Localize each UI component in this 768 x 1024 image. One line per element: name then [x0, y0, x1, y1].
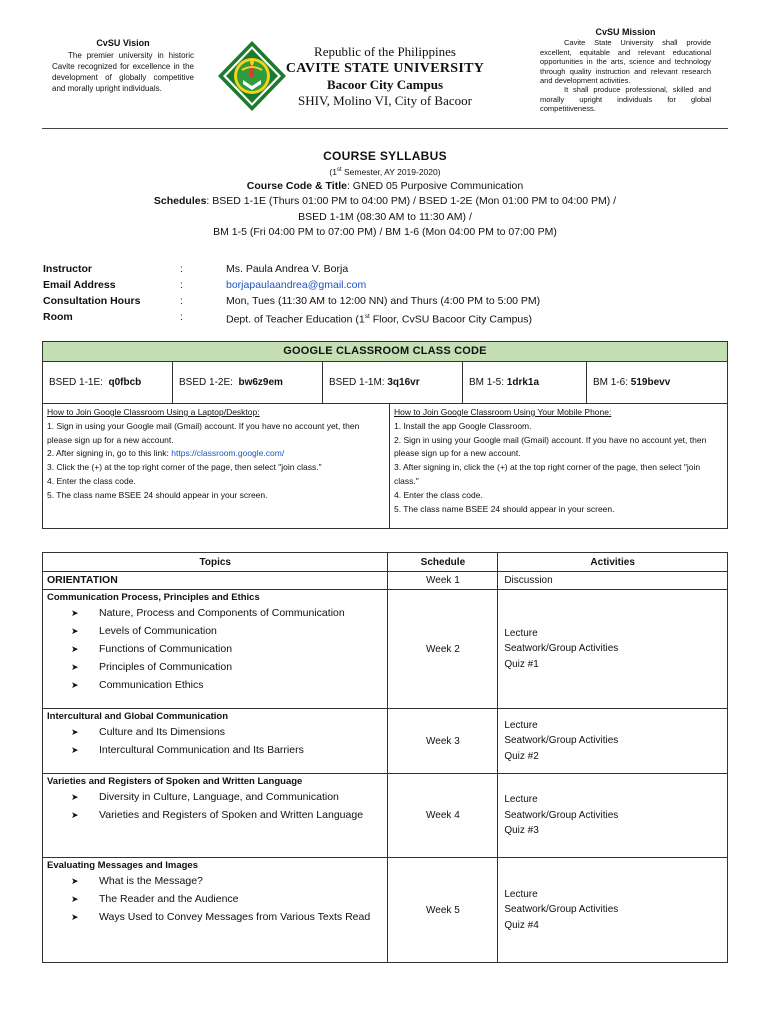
topic-cell: [43, 590, 388, 709]
laptop-step-2-text: 2. After signing in, go to this link:: [47, 448, 172, 459]
activity-item: Quiz #3: [504, 825, 539, 837]
orientation-topic: [43, 572, 388, 590]
arrowhead-bullet-icon: ➤: [71, 894, 79, 904]
list-item: [55, 723, 387, 741]
arrowhead-bullet-icon: ➤: [71, 626, 79, 636]
orientation-label: ORIENTATION: [47, 574, 118, 586]
activity-item: Quiz #2: [504, 750, 539, 762]
topic-item: Intercultural Communication and Its Barriers: [99, 744, 304, 756]
mobile-step-1: 1. Install the app Google Classroom.: [394, 420, 532, 431]
list-item: [55, 640, 387, 658]
info-colon: :: [180, 295, 183, 307]
activities-cell: [498, 709, 728, 774]
list-item: [55, 908, 387, 926]
arrowhead-bullet-icon: ➤: [71, 662, 79, 672]
arrowhead-bullet-icon: ➤: [71, 810, 79, 820]
arrowhead-bullet-icon: ➤: [71, 745, 79, 755]
schedules-line-1: [42, 194, 728, 210]
orientation-schedule: Week 1: [388, 572, 498, 590]
column-header-topics: Topics: [43, 553, 388, 572]
vision-block: [52, 38, 194, 94]
header-divider: [42, 128, 728, 129]
topic-item: Culture and Its Dimensions: [99, 726, 226, 738]
course-value: : GNED 05 Purposive Communication: [346, 179, 524, 192]
classroom-header: GOOGLE CLASSROOM CLASS CODE: [43, 342, 727, 362]
room-value: [226, 309, 532, 325]
campus-address: SHIV, Molino VI, City of Bacoor: [298, 93, 472, 108]
syllabus-title-block: [42, 148, 728, 241]
arrowhead-bullet-icon: ➤: [71, 792, 79, 802]
class-code-cell: [43, 362, 173, 403]
code-value: 3q16vr: [387, 377, 420, 388]
schedule-cell: Week 2: [388, 590, 498, 709]
activities-cell: [498, 858, 728, 963]
table-header-row: [43, 553, 728, 572]
info-row-email: [43, 277, 540, 293]
laptop-step-1: 1. Sign in using your Google mail (Gmail) account. If you have no account yet, then please sign up for a new account.: [47, 420, 360, 445]
topic-item: Ways Used to Convey Messages from Various Texts Read: [99, 911, 371, 923]
room-pre: Dept. of Teacher Education (1: [226, 313, 365, 326]
room-post: Floor, CvSU Bacoor City Campus): [369, 313, 533, 326]
arrowhead-bullet-icon: ➤: [71, 912, 79, 922]
info-row-room: [43, 309, 540, 325]
topic-title: Intercultural and Global Communication: [47, 711, 229, 722]
topic-title: Communication Process, Principles and Ethics: [47, 592, 260, 603]
info-row-consultation: [43, 293, 540, 309]
table-row-orientation: [43, 572, 728, 590]
university-heading: [283, 44, 487, 109]
activity-item: Seatwork/Group Activities: [504, 735, 619, 747]
code-section: BM 1-5:: [469, 377, 505, 388]
topic-item: What is the Message?: [99, 875, 203, 887]
class-code-cell: [463, 362, 587, 403]
schedules-label: Schedules: [153, 195, 207, 208]
code-section: BSED 1-1M:: [329, 377, 385, 388]
arrowhead-bullet-icon: ➤: [71, 608, 79, 618]
list-item: [55, 872, 387, 890]
info-row-instructor: [43, 261, 540, 277]
topic-cell: [43, 709, 388, 774]
schedule-cell: Week 3: [388, 709, 498, 774]
code-section: BM 1-6:: [593, 377, 629, 388]
mobile-instructions-title: How to Join Google Classroom Using Your Mobile Phone:: [394, 407, 612, 417]
arrowhead-bullet-icon: ➤: [71, 680, 79, 690]
code-section: BSED 1-1E:: [49, 377, 103, 388]
schedules-line-2: BSED 1-1M (08:30 AM to 11:30 AM) /: [298, 210, 472, 223]
course-line: [42, 179, 728, 195]
activity-item: Seatwork/Group Activities: [504, 643, 619, 655]
info-label: Room: [43, 311, 73, 323]
topic-item: Principles of Communication: [99, 661, 233, 673]
laptop-step-4: 4. Enter the class code.: [47, 475, 136, 486]
topic-title: Varieties and Registers of Spoken and Written Language: [47, 776, 303, 787]
vision-title: CvSU Vision: [96, 38, 150, 48]
cvsu-seal-logo: [217, 40, 287, 112]
list-item: [55, 676, 387, 694]
list-item: [55, 741, 387, 759]
course-label: Course Code & Title: [246, 179, 347, 192]
classroom-code-box: [42, 341, 728, 529]
info-colon: :: [180, 279, 183, 291]
table-row: [43, 590, 728, 709]
list-item: [55, 788, 387, 806]
republic-line: Republic of the Philippines: [314, 44, 456, 59]
list-item: [55, 806, 387, 824]
topic-item: Levels of Communication: [99, 625, 217, 637]
mission-block: [540, 28, 711, 114]
topic-item: Diversity in Culture, Language, and Communication: [99, 791, 339, 803]
laptop-instructions: [43, 404, 389, 528]
activity-item: Lecture: [504, 719, 538, 731]
class-code-cell: [323, 362, 463, 403]
code-value: bw6z9em: [238, 377, 283, 388]
semester-line: [42, 164, 728, 179]
code-value: q0fbcb: [108, 377, 142, 388]
topic-list: [55, 604, 387, 694]
arrowhead-bullet-icon: ➤: [71, 644, 79, 654]
topic-cell: [43, 858, 388, 963]
topic-item: Varieties and Registers of Spoken and Written Language: [99, 809, 364, 821]
activities-cell: [498, 774, 728, 858]
email-link[interactable]: borjapaulaandrea@gmail.com: [226, 279, 367, 291]
table-row: [43, 858, 728, 963]
join-instructions: [43, 404, 727, 528]
topic-list: [55, 788, 387, 824]
table-row: [43, 774, 728, 858]
mobile-step-2: 2. Sign in using your Google mail (Gmail) account. If you have no account yet, then please sign up for a new account.: [394, 434, 707, 459]
column-header-activities: Activities: [498, 553, 728, 572]
arrowhead-bullet-icon: ➤: [71, 727, 79, 737]
mobile-step-5: 5. The class name BSEE 24 should appear in your screen.: [394, 503, 615, 514]
activity-item: Lecture: [504, 888, 538, 900]
mobile-step-4: 4. Enter the class code.: [394, 489, 483, 500]
mobile-step-3: 3. After signing in, click the (+) at the top right corner of the page, then select "join class.": [394, 462, 701, 486]
activity-item: Seatwork/Group Activities: [504, 904, 619, 916]
mission-text-1: Cavite State University shall provide excellent, equitable and relevant educational opportunities in the arts, science and technology through quality instruction and relevant research and development activities.: [540, 38, 711, 86]
orientation-activity: Discussion: [498, 572, 728, 590]
code-value: 519bevv: [630, 377, 671, 388]
class-code-cell: [587, 362, 727, 403]
instructor-info: [43, 261, 540, 325]
room-sup: st: [364, 313, 370, 320]
column-header-schedule: Schedule: [388, 553, 498, 572]
semester-pre: (1: [329, 166, 337, 177]
syllabus-title: COURSE SYLLABUS: [323, 149, 447, 163]
activity-item: Quiz #4: [504, 919, 539, 931]
laptop-step-5: 5. The class name BSEE 24 should appear in your screen.: [47, 489, 268, 500]
laptop-instructions-title: How to Join Google Classroom Using a Laptop/Desktop:: [47, 407, 260, 417]
topic-title: Evaluating Messages and Images: [47, 860, 199, 871]
activity-item: Quiz #1: [504, 658, 539, 670]
info-colon: :: [180, 311, 183, 323]
semester-post: Semester, AY 2019-2020): [341, 166, 441, 177]
topic-list: [55, 872, 387, 926]
schedule-cell: Week 5: [388, 858, 498, 963]
list-item: [55, 622, 387, 640]
info-colon: :: [180, 263, 183, 275]
campus-name: Bacoor City Campus: [326, 77, 444, 92]
classroom-link[interactable]: https://classroom.google.com/: [171, 448, 285, 459]
schedules-line-3: BM 1-5 (Fri 04:00 PM to 07:00 PM) / BM 1-6 (Mon 04:00 PM to 07:00 PM): [213, 226, 557, 239]
topic-item: Communication Ethics: [99, 679, 204, 691]
table-row: [43, 709, 728, 774]
code-section: BSED 1-2E:: [179, 377, 233, 388]
topics-table: [42, 552, 728, 963]
semester-sup: st: [336, 167, 342, 173]
activity-item: Lecture: [504, 794, 538, 806]
info-label: Email Address: [43, 279, 116, 291]
schedule-cell: Week 4: [388, 774, 498, 858]
activities-cell: [498, 590, 728, 709]
info-label: Instructor: [43, 263, 93, 275]
university-name: CAVITE STATE UNIVERSITY: [285, 61, 485, 76]
topic-list: [55, 723, 387, 759]
schedules-value-1: : BSED 1-1E (Thurs 01:00 PM to 04:00 PM) / BSED 1-2E (Mon 01:00 PM to 04:00 PM) /: [206, 195, 617, 208]
topic-cell: [43, 774, 388, 858]
topic-item: Functions of Communication: [99, 643, 233, 655]
laptop-step-3: 3. Click the (+) at the top right corner of the page, then select "join class.": [47, 462, 322, 473]
vision-text: The premier university in historic Cavite recognized for excellence in the development of globally competitive and morally upright individuals.: [52, 51, 194, 93]
info-label: Consultation Hours: [43, 295, 141, 307]
list-item: [55, 658, 387, 676]
activity-item: Seatwork/Group Activities: [504, 809, 619, 821]
topic-item: Nature, Process and Components of Communication: [99, 607, 345, 619]
laptop-step-2: [47, 447, 385, 461]
topic-item: The Reader and the Audience: [99, 893, 239, 905]
mission-title: CvSU Mission: [595, 27, 656, 37]
activity-item: Lecture: [504, 627, 538, 639]
class-codes-row: [43, 362, 727, 404]
arrowhead-bullet-icon: ➤: [71, 876, 79, 886]
consultation-hours: Mon, Tues (11:30 AM to 12:00 NN) and Thurs (4:00 PM to 5:00 PM): [226, 295, 541, 307]
list-item: [55, 604, 387, 622]
mission-text-2: It shall produce professional, skilled and morally upright individuals for global competitiveness.: [540, 85, 711, 114]
class-code-cell: [173, 362, 323, 403]
list-item: [55, 890, 387, 908]
mobile-instructions: [389, 404, 727, 528]
code-value: 1drk1a: [506, 377, 540, 388]
instructor-name: Ms. Paula Andrea V. Borja: [226, 263, 349, 275]
